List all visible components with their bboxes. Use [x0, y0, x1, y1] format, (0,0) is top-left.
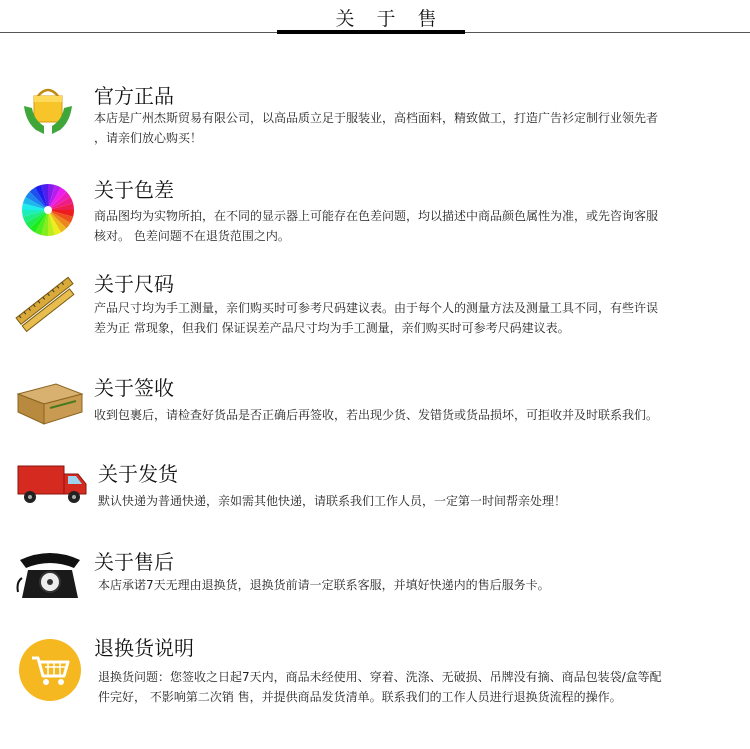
section-title: 关于色差 — [94, 178, 174, 202]
color-wheel-icon — [22, 184, 74, 236]
section-title: 官方正品 — [94, 84, 174, 108]
section-desc-line: 默认快递为普通快递，亲如需其他快递，请联系我们工作人员，一定第一时间帮亲处理！ — [98, 494, 567, 508]
delivery-truck-icon — [16, 462, 88, 506]
section-title: 关于售后 — [94, 550, 174, 574]
shopping-bag-hands-icon — [22, 82, 74, 138]
section-title: 关于发货 — [98, 462, 178, 486]
section-desc-line: 产品尺寸均为手工测量，亲们购买时可参考尺码建议表。由于每个人的测量方法及测量工具不同，有些许误 — [94, 301, 659, 315]
section-desc-line: 本店是广州杰斯贸易有限公司，以高品质立足于服装业，高档面料，精致做工，打造广告衫定制行业领先者 — [94, 111, 659, 125]
section-desc-line: 商品图均为实物所拍，在不同的显示器上可能存在色差问题，均以描述中商品颜色属性为准，或先咨询客服 — [94, 209, 659, 223]
shopping-cart-icon — [18, 638, 82, 702]
section-desc-line: 件完好， 不影响第二次销 售，并提供商品发货清单。联系我们的工作人员进行退换货流程的操作。 — [98, 690, 622, 704]
cardboard-box-icon — [16, 376, 84, 426]
section-title: 退换货说明 — [94, 636, 194, 660]
section-desc-line: 本店承诺7天无理由退换货，退换货前请一定联系客服，并填好快递内的售后服务卡。 — [98, 578, 550, 592]
rotary-telephone-icon — [16, 548, 84, 602]
section-desc-line: 核对。 色差问题不在退货范围之内。 — [94, 229, 290, 243]
section-desc-line: 差为正 常现象，但我们 保证误差产品尺寸均为手工测量，亲们购买时可参考尺码建议表。 — [94, 321, 570, 335]
section-desc-line: 收到包裹后，请检查好货品是否正确后再签收，若出现少货、发错货或货品损坏，可拒收并及时联系我们。 — [94, 408, 659, 422]
page-header — [0, 0, 750, 40]
section-title: 关于签收 — [94, 376, 174, 400]
section-title: 关于尺码 — [94, 272, 174, 296]
page-title: 关于售 — [335, 8, 459, 30]
header-accent-bar — [277, 30, 465, 34]
section-desc-line: ，请亲们放心购买！ — [94, 131, 203, 145]
section-desc-line: 退换货问题：您签收之日起7天内，商品未经使用、穿着、洗涤、无破损、吊牌没有摘、商品包装袋/盒等配 — [98, 670, 662, 684]
measuring-ruler-icon — [14, 274, 80, 334]
